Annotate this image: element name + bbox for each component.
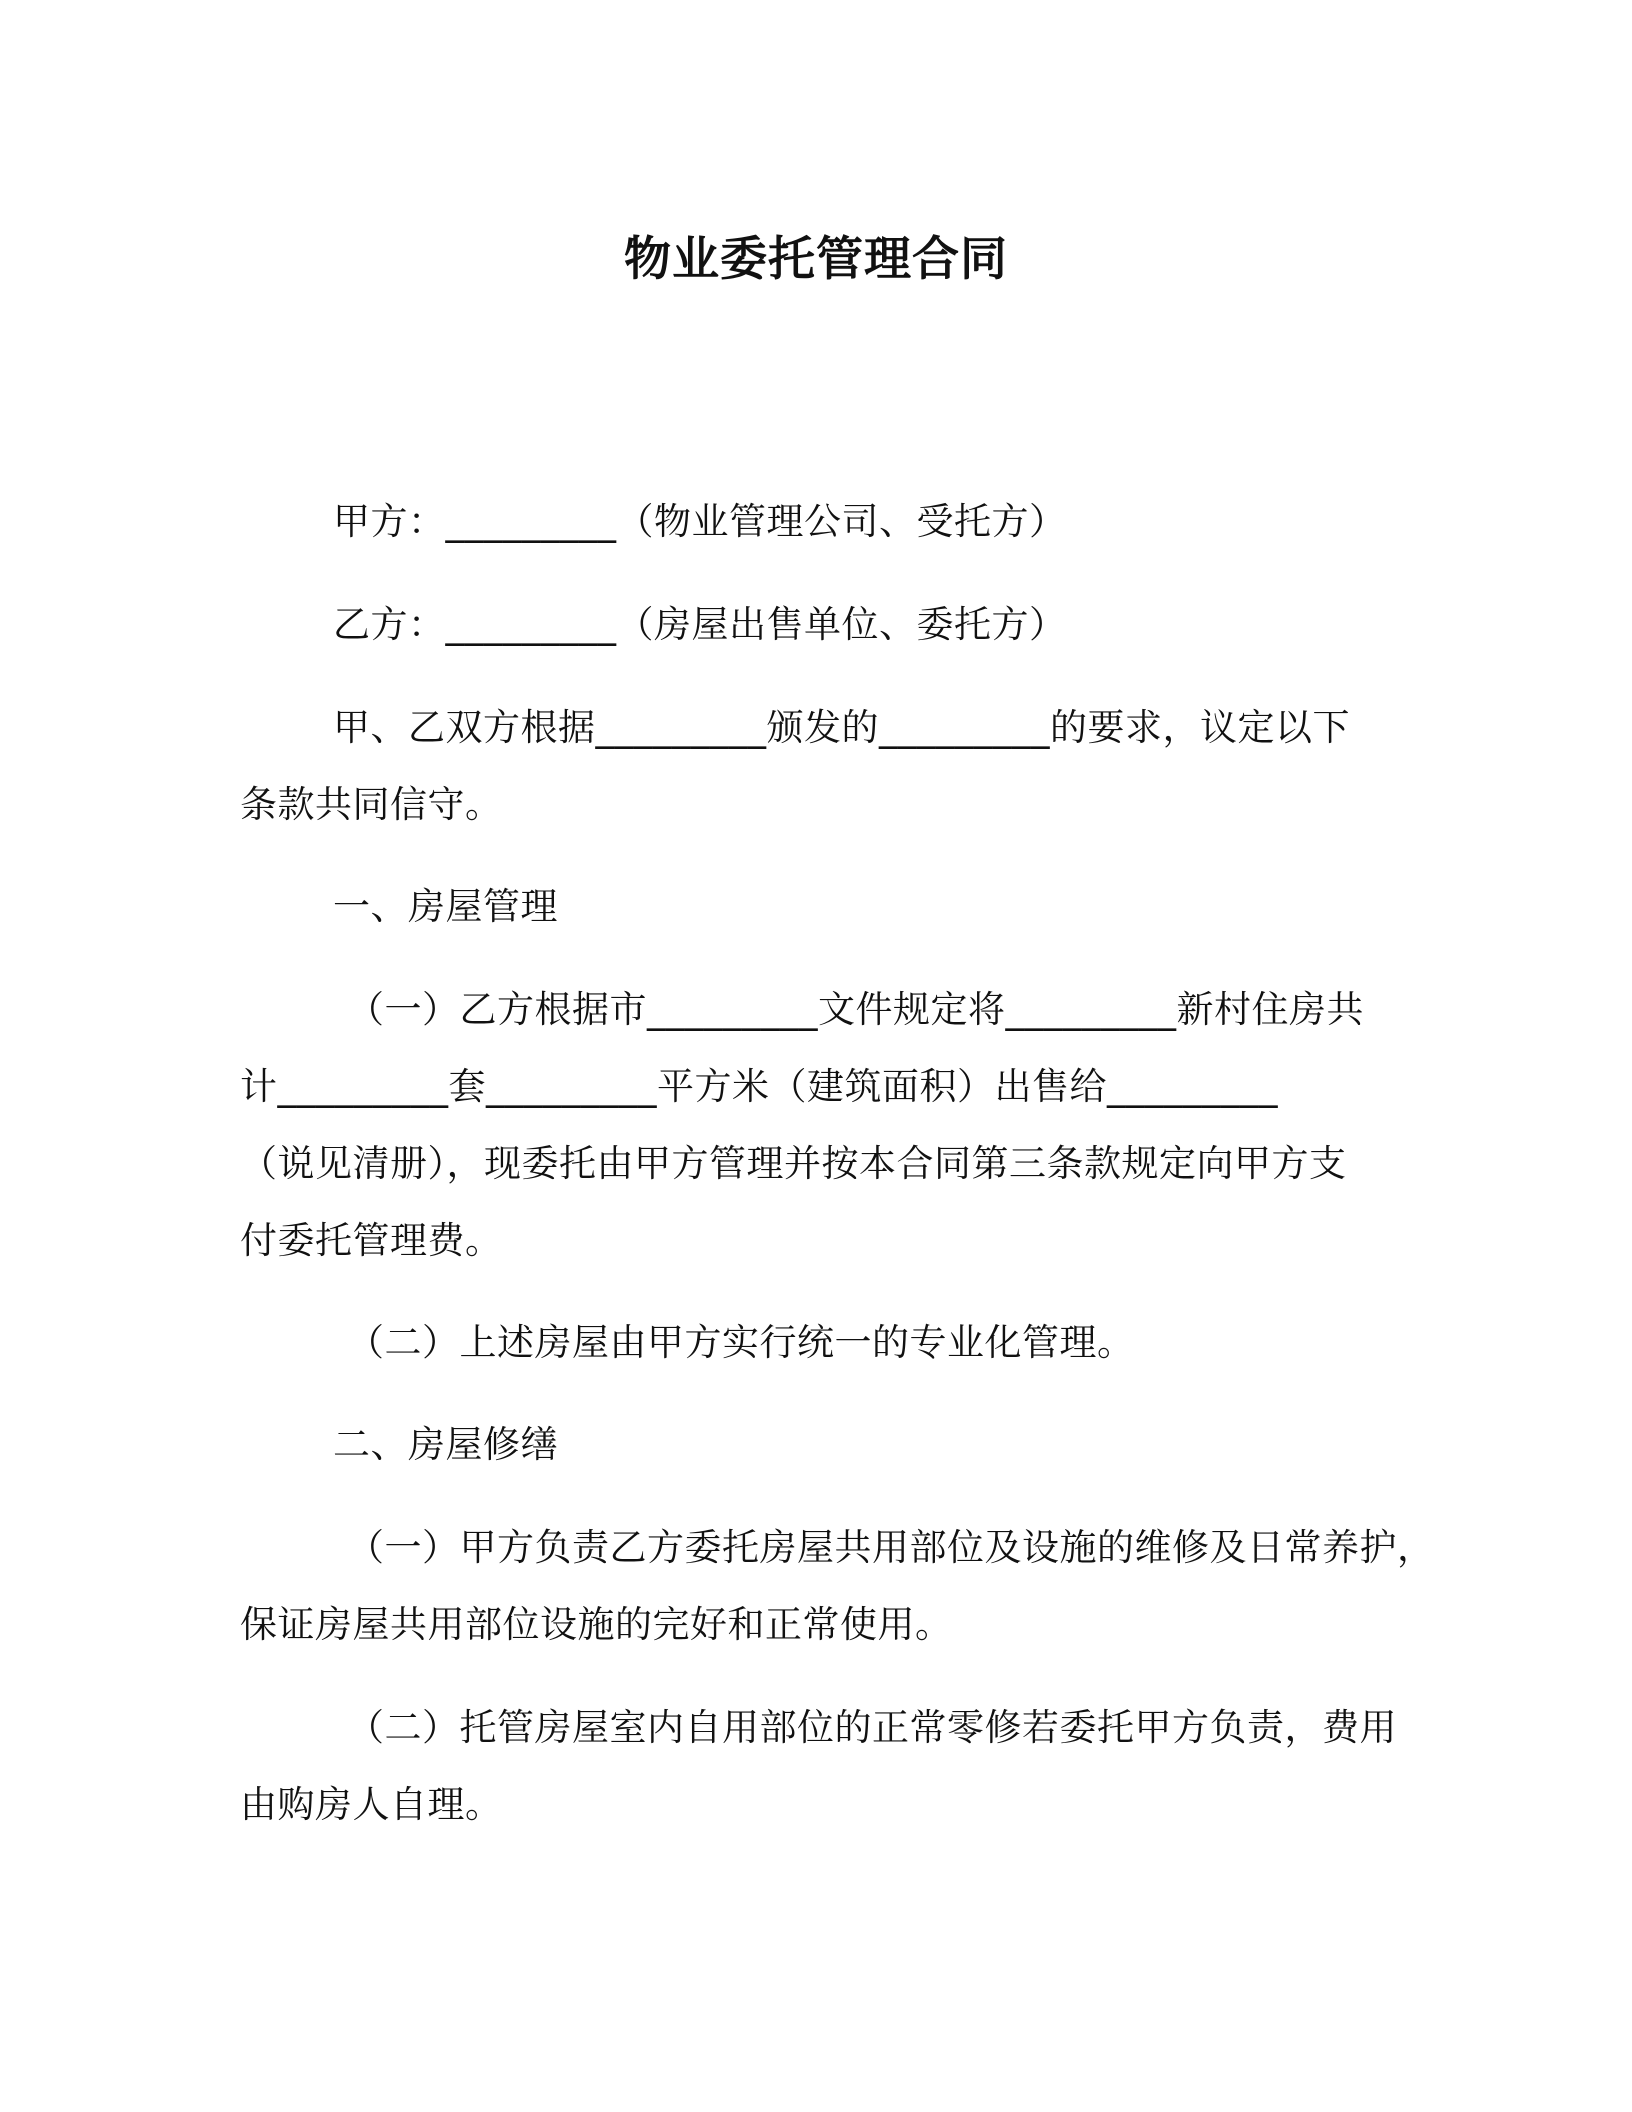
clause-2-2-line-1: （二）托管房屋室内自用部位的正常零修若委托甲方负责，费用 (347, 1706, 1397, 1749)
party-a-line: 甲方：_________（物业管理公司、受托方） (333, 500, 1067, 543)
clause-1-1-line-2: 计_________套_________平方米（建筑面积）出售给_________ (240, 1065, 1278, 1108)
clause-2-1-line-1: （一）甲方负责乙方委托房屋共用部位及设施的维修及日常养护， (347, 1526, 1435, 1569)
document-title: 物业委托管理合同 (624, 232, 1008, 287)
preamble-line-2: 条款共同信守。 (240, 783, 503, 826)
preamble-line-1: 甲、乙双方根据_________颁发的_________的要求，议定以下 (333, 706, 1350, 749)
section-heading-1: 一、房屋管理 (333, 885, 558, 928)
clause-1-1-line-1: （一）乙方根据市_________文件规定将_________新村住房共 (347, 988, 1364, 1031)
section-heading-2: 二、房屋修缮 (333, 1423, 558, 1466)
clause-1-1-line-3: （说见清册），现委托由甲方管理并按本合同第三条款规定向甲方支 (240, 1142, 1347, 1185)
party-b-line: 乙方：_________（房屋出售单位、委托方） (333, 603, 1067, 646)
clause-1-1-line-4: 付委托管理费。 (240, 1219, 503, 1262)
clause-2-2-line-2: 由购房人自理。 (240, 1783, 503, 1826)
clause-2-1-line-2: 保证房屋共用部位设施的完好和正常使用。 (240, 1603, 953, 1646)
clause-1-2-line-1: （二）上述房屋由甲方实行统一的专业化管理。 (347, 1321, 1135, 1364)
